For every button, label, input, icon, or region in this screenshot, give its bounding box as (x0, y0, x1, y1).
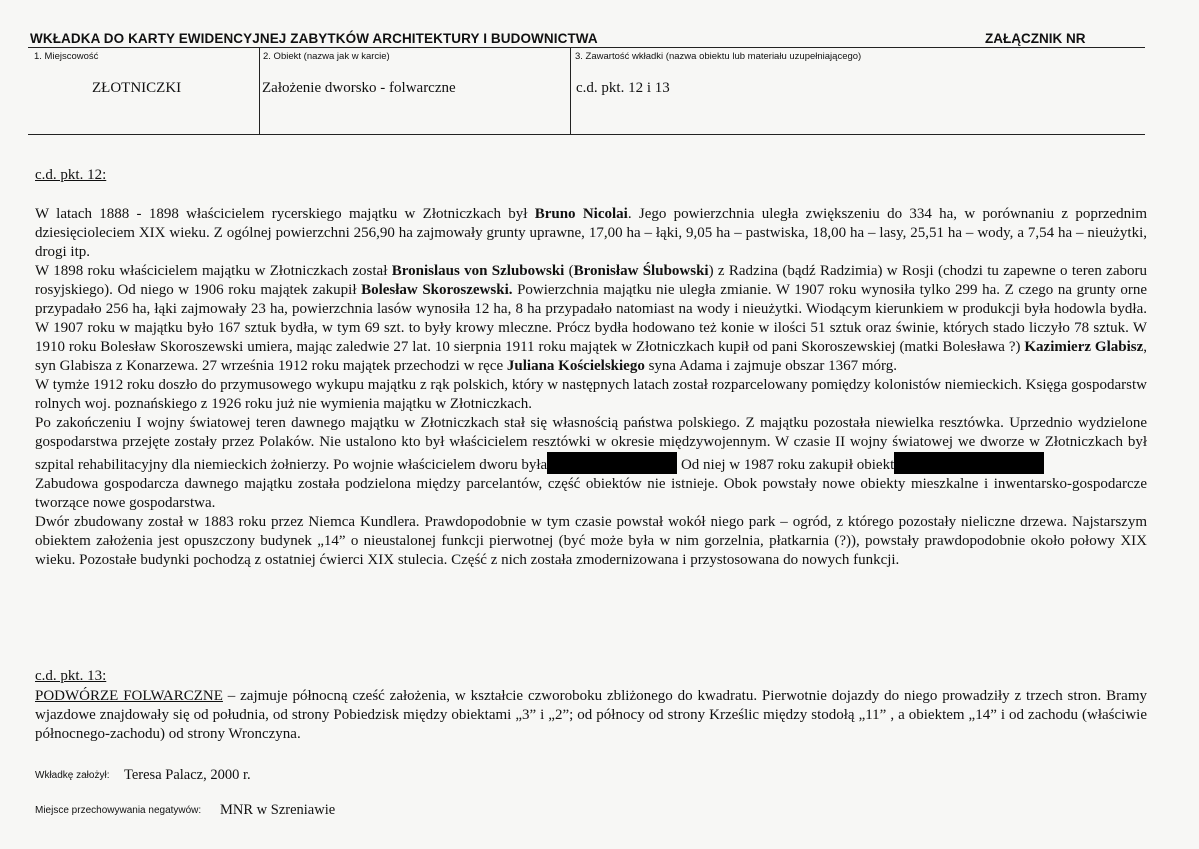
locality-label: 1. Miejscowość (34, 51, 99, 62)
paragraph-1: W latach 1888 - 1898 właścicielem rycerskiego majątku w Złotniczkach był Bruno Nicolai. Jego powierzchnia uległa zwiększeniu do 334 ha, w porównaniu z poprzednim dziesięcioleciem XIX wieku. Z ogólnej powierzchni 256,90 ha zajmowały grunty uprawne, 17,00 ha – łąki, 9,05 ha – pastwiska, 18,00 ha – lasy, 25,51 ha – wody, a 7,54 ha – nieużytki, drogi itp. (35, 206, 1147, 260)
owner-name-nicolai: Bruno Nicolai (534, 206, 628, 222)
owner-name-koscielski: Juliana Kościelskiego (506, 358, 645, 374)
header-bottom-rule (28, 134, 1145, 135)
paragraph-farmyard: PODWÓRZE FOLWARCZNE – zajmuje północną cześć założenia, w kształcie czworoboku zbliżonego do kwadratu. Pierwotnie dojazdy do niego prowadziły z trzech stron. Bramy wjazdowe znajdowały się od południa, od strony Pobiedzisk między obiektami „3” i „2”; od północy od strony Krześlic między stodołą „11” , a obiektem „14” i od zachodu (właściwie północnego-zachodu) od strony Wronczyna. (35, 688, 1148, 742)
owner-name-glabisz: Kazimierz Glabisz (1024, 339, 1144, 355)
section-13-heading: c.d. pkt. 13: (35, 668, 107, 684)
storage-value: MNR w Szreniawie (220, 802, 336, 818)
farmyard-term: PODWÓRZE FOLWARCZNE (35, 688, 223, 704)
object-label: 2. Obiekt (nazwa jak w karcie) (263, 51, 390, 62)
column-divider-1 (259, 47, 260, 134)
header-top-rule (28, 47, 1145, 48)
redaction-block (547, 452, 677, 474)
paragraph-3: W tymże 1912 roku doszło do przymusowego wykupu majątku z rąk polskich, który w następnych latach został rozparcelowany pomiędzy kolonistów niemieckich. Księga gospodarstw rolnych woj. poznańskiego z 1926 roku już nie wymienia majątku w Złotniczkach. (35, 377, 1147, 412)
column-divider-2 (570, 47, 571, 134)
redaction-block (894, 452, 1044, 474)
paragraph-6: Dwór zbudowany został w 1883 roku przez Niemca Kundlera. Prawdopodobnie w tym czasie powstał wokół niego park – ogród, z którego pozostały nieliczne drzewa. Najstarszym obiektem założenia jest opuszczony budynek „14” o nieustalonej funkcji pierwotnej (być może była w nim gorzelnia, płatkarnia (?)), powstały prawdopodobnie około połowy XIX wieku. Pozostałe budynki pochodzą z ostatniej ćwierci XIX stulecia. Część z nich została zmodernizowana i przystosowana do nowych funkcji. (35, 514, 1147, 568)
author-label: Wkładkę założył: (35, 770, 110, 781)
object-value: Założenie dworsko - folwarczne (262, 80, 456, 96)
paragraph-5: Zabudowa gospodarcza dawnego majątku została podzielona między parcelantów, część obiektów nie istnieje. Obok powstały nowe obiekty mieszkalne i inwentarsko-gospodarcze tworzące nowe gospodarstwa. (35, 476, 1147, 511)
contents-value: c.d. pkt. 12 i 13 (576, 80, 670, 96)
section-12-body (35, 205, 1147, 570)
paragraph-4: Po zakończeniu I wojny światowej teren dawnego majątku w Złotniczkach stał się własnością państwa polskiego. Z majątku pozostała niewielka resztówka. Uprzednio wydzielone gospodarstwa przejęte zostały przez Polaków. Nie ustalono kto był właścicielem resztówki w okresie międzywojennym. W czasie II wojny światowej we dworze w Złotniczkach był szpital rehabilitacyjny dla niemieckich żołnierzy. Po wojnie właścicielem dworu była Od niej w 1987 roku zakupił obiekt (35, 415, 1147, 473)
owner-name-szlubowski: Bronislaus von Szlubowski (391, 263, 565, 279)
author-value: Teresa Palacz, 2000 r. (124, 767, 251, 783)
owner-name-slubowski: Bronisław Ślubowski (573, 263, 709, 279)
document-title: WKŁADKA DO KARTY EWIDENCYJNEJ ZABYTKÓW ARCHITEKTURY I BUDOWNICTWA (30, 31, 598, 46)
section-12-heading: c.d. pkt. 12: (35, 167, 107, 183)
section-13-body (35, 687, 1147, 744)
attachment-number-label: ZAŁĄCZNIK NR (985, 31, 1086, 46)
paragraph-2: W 1898 roku właścicielem majątku w Złotniczkach został Bronislaus von Szlubowski (Bronisław Ślubowski) z Radzina (bądź Radzimia) w Rosji (chodzi tu zapewne o teren zaboru rosyjskiego). Od niego w 1906 roku majątek zakupił Bolesław Skoroszewski. Powierzchnia majątku nie uległa zmianie. W 1907 roku wynosiła tylko 299 ha. Z czego na grunty orne przypadało 256 ha, łąki zajmowały 23 ha, powierzchnia lasów wynosiła 12 ha, 8 ha przypadało natomiast na wody i nieużytki. Wiodącym kierunkiem w produkcji była hodowla bydła. W 1907 roku w majątku było 167 sztuk bydła, w tym 69 szt. to były krowy mleczne. Prócz bydła hodowano też konie w ilości 51 sztuk oraz świnie, których stado liczyło 78 sztuk. W 1910 roku Bolesław Skoroszewski umiera, mając zaledwie 27 lat. 10 sierpnia 1911 roku majątek w Złotniczkach kupił od pani Skoroszewskiej (matki Bolesława ?) Kazimierz Glabisz, syn Glabisza z Konarzewa. 27 września 1912 roku majątek przechodzi w ręce Juliana Kościelskiego syna Adama i zajmuje obszar 1367 mórg. (35, 263, 1147, 374)
locality-value: ZŁOTNICZKI (92, 80, 182, 96)
owner-name-skoroszewski: Bolesław Skoroszewski. (361, 282, 513, 298)
contents-label: 3. Zawartość wkładki (nazwa obiektu lub materiału uzupełniającego) (575, 51, 862, 62)
storage-label: Miejsce przechowywania negatywów: (35, 805, 202, 816)
